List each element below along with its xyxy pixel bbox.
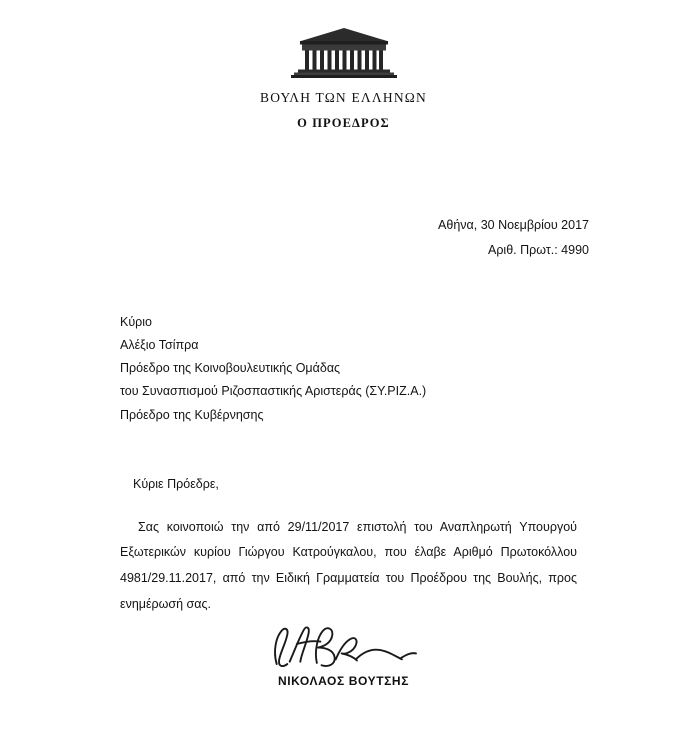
office-title: Ο ΠΡΟΕΔΡΟΣ bbox=[297, 116, 390, 130]
salutation: Κύριε Πρόεδρε, bbox=[133, 476, 219, 491]
protocol-number: Αριθ. Πρωτ.: 4990 bbox=[487, 243, 589, 257]
body-paragraph: Σας κοινοποιώ την από 29/11/2017 επιστολή του Αναπληρωτή Υπουργού Εξωτερικών κυρίου Γιώργου Κατρούγκαλου, που έλαβε Αριθμό Πρωτοκόλλου 4981/29.11.2017, από την Ειδική Γραμματεία του Προέδρου της Βουλής, προς ενημέρωσή σας. bbox=[120, 519, 577, 611]
letterhead bbox=[0, 0, 687, 131]
recipient-line-2: Αλέξιο Τσίπρα bbox=[120, 338, 199, 353]
signature-block bbox=[0, 618, 687, 688]
recipient-line-5: Πρόεδρο της Κυβέρνησης bbox=[120, 407, 264, 422]
recipient-line-3: Πρόεδρο της Κοινοβουλευτικής Ομάδας bbox=[120, 361, 341, 376]
date-block bbox=[0, 213, 687, 263]
signatory-name: ΝΙΚΟΛΑΟΣ ΒΟΥΤΣΗΣ bbox=[277, 674, 409, 688]
hellenic-parliament-building-icon bbox=[289, 26, 399, 84]
recipient-line-4: του Συνασπισμού Ριζοσπαστικής Αριστεράς (ΣΥ.ΡΙΖ.Α.) bbox=[120, 384, 427, 399]
recipient-block bbox=[0, 311, 687, 427]
institution-name: ΒΟΥΛΗ ΤΩΝ ΕΛΛΗΝΩΝ bbox=[260, 90, 427, 105]
recipient-line-1: Κύριο bbox=[120, 315, 153, 329]
place-and-date: Αθήνα, 30 Νοεμβρίου 2017 bbox=[438, 218, 589, 232]
handwritten-signature-icon bbox=[254, 618, 434, 680]
